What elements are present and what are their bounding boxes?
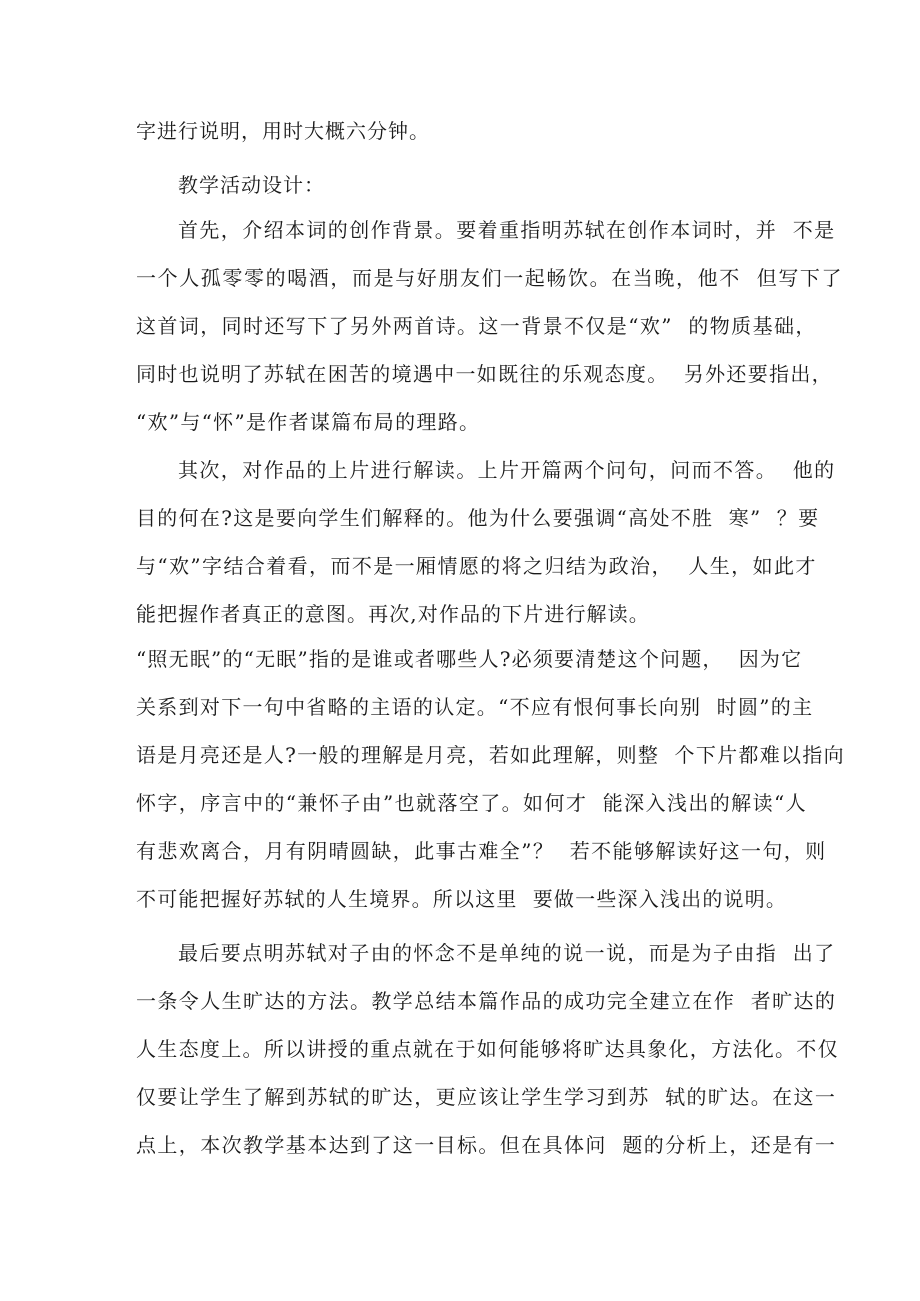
text-line-16: 有悲欢离合，月有阴晴圆缺，此事古难全”？ 若不能够解读好这一句，则 <box>136 839 827 863</box>
text-line-1: 字进行说明，用时大概六分钟。 <box>136 119 430 143</box>
section-heading: 教学活动设计： <box>178 173 325 197</box>
text-line-15: 怀字，序言中的“兼怀子由”也就落空了。如何才 能深入浅出的解读“人 <box>136 791 807 815</box>
text-line-6: 同时也说明了苏轼在困苦的境遇中一如既往的乐观态度。 另外还要指出， <box>136 362 833 386</box>
text-line-18: 最后要点明苏轼对子由的怀念不是单纯的说一说，而是为子由指 出了 <box>178 941 836 965</box>
text-line-17: 不可能把握好苏轼的人生境界。所以这里 要做一些深入浅出的说明。 <box>136 887 788 911</box>
text-line-7: “欢”与“怀”是作者谋篇布局的理路。 <box>136 410 481 434</box>
text-line-12: “照无眠”的“无眠”指的是谁或者哪些人?必须要清楚这个问题， 因为它 <box>136 647 803 671</box>
text-line-21: 仅要让学生了解到苏轼的旷达，更应该让学生学习到苏 轼的旷达。在这一 <box>136 1085 837 1109</box>
text-line-10: 与“欢”字结合着看，而不是一厢情愿的将之归结为政治， 人生，如此才 <box>136 554 817 578</box>
text-line-5: 这首词，同时还写下了另外两首诗。这一背景不仅是“欢” 的物质基础， <box>136 314 817 338</box>
text-line-11: 能把握作者真正的意图。再次,对作品的下片进行解读。 <box>136 602 650 626</box>
text-line-13: 关系到对下一句中省略的主语的认定。“不应有恨何事长向别 时圆”的主 <box>136 695 814 719</box>
text-line-14: 语是月亮还是人?一般的理解是月亮，若如此理解，则整 个下片都难以指向 <box>136 743 845 767</box>
text-line-22: 点上，本次教学基本达到了这一目标。但在具体问 题的分析上，还是有一 <box>136 1133 837 1157</box>
text-line-4: 一个人孤零零的喝酒，而是与好朋友们一起畅饮。在当晚，他不 但写下了 <box>136 266 844 290</box>
text-line-20: 人生态度上。所以讲授的重点就在于如何能够将旷达具象化，方法化。不仅 <box>136 1037 839 1061</box>
text-line-8: 其次，对作品的上片进行解读。上片开篇两个问句，问而不答。 他的 <box>178 458 836 482</box>
text-line-19: 一条令人生旷达的方法。教学总结本篇作品的成功完全建立在作 者旷达的 <box>136 989 837 1013</box>
text-line-3: 首先，介绍本词的创作背景。要着重指明苏轼在创作本词时，并 不是 <box>178 218 836 242</box>
text-line-9: 目的何在?这是要向学生们解释的。他为什么要强调“高处不胜 寒” ？要 <box>136 506 820 530</box>
